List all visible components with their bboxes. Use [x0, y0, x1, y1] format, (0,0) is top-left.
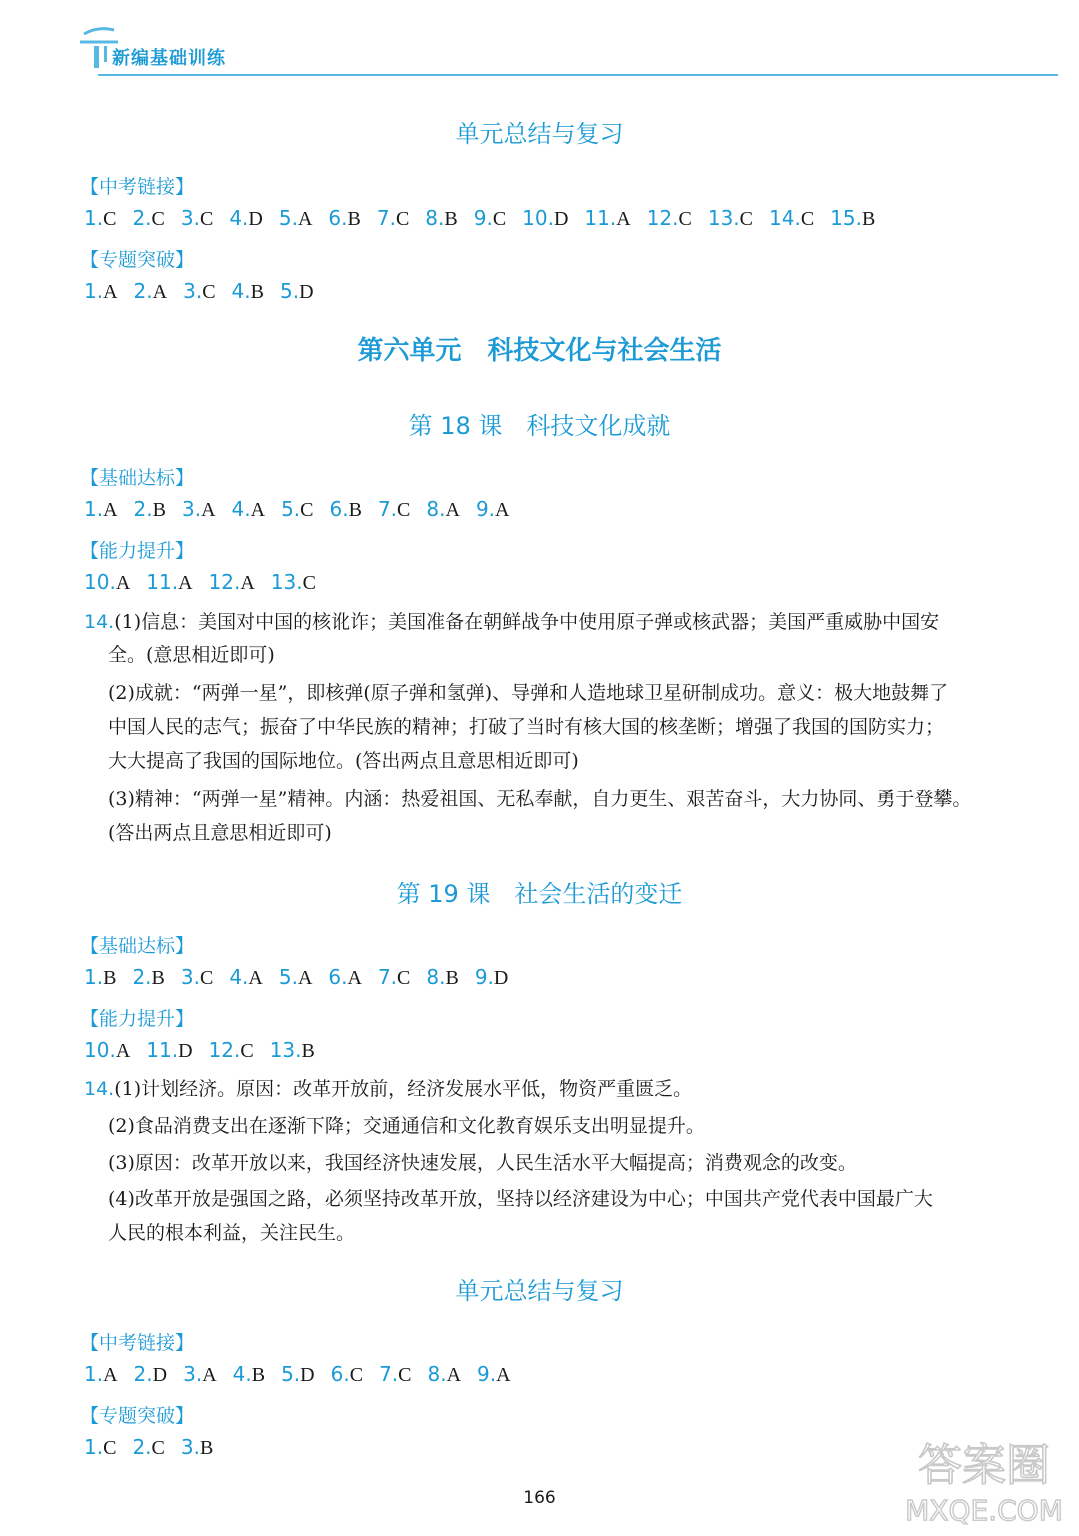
- l19-q14-line-5: 人民的根本利益，关注民生。: [108, 1222, 356, 1244]
- answer-number: 4.: [229, 965, 249, 989]
- answer-number: 2.: [133, 497, 153, 521]
- answer-item: [146, 1038, 192, 1063]
- answer-letter: B: [301, 1040, 315, 1062]
- answer-letter: C: [739, 208, 753, 230]
- answer-item: [378, 965, 410, 990]
- l19-s1-answers: [84, 965, 524, 990]
- answer-item: [181, 1435, 213, 1460]
- answer-item: [331, 1362, 363, 1387]
- answer-letter: C: [397, 967, 411, 989]
- answer-number: 1.: [84, 965, 104, 989]
- answer-item: [232, 279, 264, 304]
- answer-letter: C: [199, 967, 214, 989]
- watermark-bottom: MXQE.COM: [905, 1494, 1063, 1527]
- answer-number: 1.: [84, 497, 104, 521]
- answer-item: [425, 206, 457, 231]
- answer-item: [426, 497, 460, 522]
- answer-letter: A: [240, 572, 255, 594]
- answer-number: 3.: [181, 497, 202, 521]
- answer-number: 8.: [426, 965, 446, 989]
- l19-title: 第 19 课 社会生活的变迁: [396, 880, 683, 908]
- answer-number: 11.: [146, 1038, 179, 1062]
- answer-item: [181, 206, 213, 231]
- answer-letter: C: [103, 208, 117, 230]
- answer-number: 7.: [376, 206, 396, 230]
- l18-q14-line-7: (答出两点且意思相近即可): [108, 822, 332, 844]
- answer-item: [134, 279, 168, 304]
- answer-letter: B: [445, 967, 459, 989]
- answer-letter: C: [395, 208, 410, 230]
- answer-number: 14.: [769, 206, 801, 230]
- b2-s1-label: 【中考链接】: [80, 1332, 195, 1354]
- answer-number: 2.: [133, 279, 153, 303]
- answer-letter: B: [151, 967, 165, 989]
- answer-number: 4.: [231, 497, 251, 521]
- answer-letter: A: [347, 967, 362, 989]
- answer-item: [830, 206, 875, 231]
- answer-item: [377, 206, 409, 231]
- l18-q14-line-4: 中国人民的志气；振奋了中华民族的精神；打破了当时有核大国的核垄断；增强了我国的国防实力；: [108, 716, 945, 738]
- l19-q14-line-2: (2)食品消费支出在逐渐下降；交通通信和文化教育娱乐支出明显提升。: [108, 1115, 705, 1137]
- answer-letter: B: [348, 499, 362, 521]
- answer-letter: C: [151, 208, 165, 230]
- answer-item: [134, 497, 166, 522]
- answer-letter: D: [300, 1364, 315, 1386]
- answer-item: [134, 1362, 168, 1387]
- answer-item: [146, 570, 192, 595]
- b2-s2-answers: [84, 1435, 229, 1460]
- answer-number: 6.: [328, 965, 348, 989]
- answer-letter: D: [553, 208, 569, 230]
- header-brand: 新编基础训练: [112, 48, 226, 69]
- answer-number: 4.: [229, 206, 249, 230]
- answer-item: [209, 570, 255, 595]
- answer-letter: C: [349, 1364, 364, 1386]
- answer-number: 3.: [180, 965, 200, 989]
- answer-item: [233, 1362, 265, 1387]
- answer-letter: C: [151, 1437, 165, 1459]
- answer-letter: A: [496, 1364, 511, 1386]
- answer-number: 4.: [231, 279, 251, 303]
- answer-item: [132, 1435, 164, 1460]
- answer-letter: A: [297, 967, 313, 989]
- answer-item: [475, 965, 509, 990]
- answer-number: 6.: [329, 497, 349, 521]
- answer-item: [477, 1362, 511, 1387]
- answer-item: [84, 279, 118, 304]
- answer-number: 5.: [281, 497, 301, 521]
- answer-letter: C: [302, 572, 316, 594]
- l19-s1-label: 【基础达标】: [80, 935, 195, 957]
- answer-letter: A: [115, 1040, 131, 1062]
- unit6-title: 第六单元 科技文化与社会生活: [357, 336, 722, 366]
- answer-number: 8.: [426, 497, 446, 521]
- answer-item: [708, 206, 753, 231]
- answer-item: [379, 1362, 411, 1387]
- answer-item: [271, 570, 316, 595]
- answer-number: 13.: [707, 206, 740, 230]
- answer-letter: B: [444, 208, 458, 230]
- answer-item: [270, 1038, 315, 1063]
- answer-item: [229, 965, 263, 990]
- answer-item: [229, 206, 263, 231]
- l19-q14-line-1: 14.(1)计划经济。原因：改革开放前，经济发展水平低，物资严重匮乏。: [84, 1078, 693, 1100]
- answer-number: 10.: [84, 1038, 116, 1062]
- answer-letter: B: [861, 208, 876, 230]
- answer-item: [279, 206, 313, 231]
- b2-s2-label: 【专题突破】: [80, 1405, 195, 1427]
- l18-s1-label: 【基础达标】: [80, 467, 195, 489]
- answer-letter: A: [103, 499, 118, 521]
- answer-letter: A: [115, 572, 131, 594]
- l18-q14-line-2: 全。(意思相近即可): [108, 644, 275, 666]
- answer-number: 6.: [330, 1362, 350, 1386]
- b2-s1-answers: [84, 1362, 527, 1387]
- b1-s1-answers: [84, 206, 891, 231]
- answer-item: [84, 1038, 130, 1063]
- l18-q14-line-1: 14.(1)信息：美国对中国的核讹诈；美国准备在朝鲜战争中使用原子弹或核武器；美国严重威胁中国安: [84, 611, 940, 633]
- answer-number: 9.: [473, 206, 493, 230]
- answer-letter: D: [152, 1364, 168, 1386]
- answer-item: [522, 206, 568, 231]
- answer-item: [474, 206, 506, 231]
- answer-item: [281, 497, 313, 522]
- answer-letter: C: [678, 208, 692, 230]
- answer-letter: A: [445, 499, 460, 521]
- answer-letter: A: [152, 281, 168, 303]
- l18-q14-line-6: (3)精神：“两弹一星”精神。内涵：热爱祖国、无私奉献，自力更生、艰苦奋斗，大力协同、勇于登攀。: [108, 788, 972, 810]
- answer-item: [280, 279, 314, 304]
- answer-number: 1.: [84, 1362, 104, 1386]
- l18-s2-answers: [84, 570, 332, 595]
- answer-number: 12.: [208, 570, 241, 594]
- answer-item: [584, 206, 630, 231]
- answer-letter: C: [240, 1040, 254, 1062]
- b2-title: 单元总结与复习: [455, 1277, 624, 1305]
- l19-q14-line-3: (3)原因：改革开放以来，我国经济快速发展，人民生活水平大幅提高；消费观念的改变。: [108, 1152, 857, 1174]
- answer-number: 11.: [146, 570, 179, 594]
- answer-item: [232, 497, 266, 522]
- answer-item: [647, 206, 692, 231]
- answer-number: 6.: [328, 206, 348, 230]
- answer-number: 5.: [279, 279, 300, 303]
- answer-item: [132, 206, 164, 231]
- answer-item: [84, 1362, 118, 1387]
- answer-letter: A: [297, 208, 313, 230]
- answer-number: 13.: [270, 570, 303, 594]
- answer-number: 3.: [180, 1435, 200, 1459]
- answer-number: 9.: [474, 965, 494, 989]
- answer-letter: B: [152, 499, 166, 521]
- answer-letter: A: [202, 1364, 217, 1386]
- l18-q14-line-5: 大大提高了我国的国际地位。(答出两点且意思相近即可): [108, 750, 579, 772]
- l19-s2-label: 【能力提升】: [80, 1008, 195, 1030]
- answer-item: [183, 1362, 217, 1387]
- answer-number: 7.: [377, 965, 398, 989]
- answer-number: 3.: [183, 1362, 203, 1386]
- answer-item: [428, 1362, 462, 1387]
- l19-q14-line-4: (4)改革开放是强国之路，必须坚持改革开放，坚持以经济建设为中心；中国共产党代表中国最广大: [108, 1188, 933, 1210]
- answer-letter: A: [250, 499, 266, 521]
- answer-item: [181, 965, 213, 990]
- answer-number: 2.: [132, 206, 152, 230]
- answer-number: 8.: [425, 206, 445, 230]
- answer-item: [476, 497, 510, 522]
- answer-item: [378, 497, 410, 522]
- l18-s1-answers: [84, 497, 525, 522]
- watermark-logo: [898, 1428, 1070, 1528]
- answer-letter: A: [103, 1364, 118, 1386]
- answer-letter: C: [398, 1364, 412, 1386]
- answer-letter: A: [178, 572, 193, 594]
- answer-item: [330, 497, 362, 522]
- l18-title: 第 18 课 科技文化成就: [408, 412, 671, 440]
- answer-number: 1.: [84, 1435, 104, 1459]
- answer-item: [84, 497, 118, 522]
- answer-letter: C: [202, 281, 216, 303]
- answer-number: 5.: [278, 965, 298, 989]
- answer-item: [132, 965, 164, 990]
- b1-title: 单元总结与复习: [455, 120, 624, 148]
- answer-item: [281, 1362, 315, 1387]
- answer-number: 12.: [208, 1038, 241, 1062]
- b1-s1-label: 【中考链接】: [80, 176, 195, 198]
- answer-letter: C: [103, 1437, 117, 1459]
- l18-s2-label: 【能力提升】: [80, 540, 195, 562]
- answer-letter: B: [251, 1364, 266, 1386]
- answer-number: 12.: [646, 206, 679, 230]
- header-divider: [98, 74, 1058, 76]
- b1-s2-label: 【专题突破】: [80, 249, 195, 271]
- answer-number: 8.: [427, 1362, 447, 1386]
- answer-number: 1.: [84, 279, 104, 303]
- answer-letter: A: [495, 499, 510, 521]
- answer-number: 10.: [84, 570, 116, 594]
- watermark-top: 答案圈: [918, 1440, 1050, 1491]
- answer-item: [328, 965, 362, 990]
- answer-item: [769, 206, 814, 231]
- page-number: 166: [523, 1488, 556, 1508]
- answer-letter: C: [492, 208, 507, 230]
- answer-number: 3.: [183, 279, 203, 303]
- answer-item: [328, 206, 360, 231]
- answer-number: 1.: [84, 206, 104, 230]
- answer-number: 10.: [522, 206, 554, 230]
- answer-letter: B: [250, 281, 264, 303]
- answer-letter: B: [103, 967, 117, 989]
- answer-item: [84, 1435, 116, 1460]
- answer-letter: C: [300, 499, 314, 521]
- answer-item: [182, 497, 216, 522]
- answer-letter: D: [493, 967, 509, 989]
- answer-item: [183, 279, 215, 304]
- answer-number: 2.: [132, 1435, 152, 1459]
- answer-number: 11.: [584, 206, 617, 230]
- answer-number: 3.: [180, 206, 200, 230]
- answer-letter: C: [800, 208, 815, 230]
- b1-s2-answers: [84, 279, 330, 304]
- answer-number: 5.: [281, 1362, 301, 1386]
- answer-letter: B: [199, 1437, 214, 1459]
- answer-number: 7.: [379, 1362, 399, 1386]
- answer-item: [209, 1038, 254, 1063]
- answer-letter: A: [446, 1364, 462, 1386]
- answer-number: 5.: [278, 206, 298, 230]
- answer-item: [84, 965, 116, 990]
- answer-letter: D: [248, 208, 263, 230]
- answer-number: 4.: [232, 1362, 252, 1386]
- answer-letter: C: [397, 499, 411, 521]
- l19-s2-answers: [84, 1038, 331, 1063]
- answer-number: 15.: [830, 206, 862, 230]
- answer-letter: A: [201, 499, 216, 521]
- answer-letter: A: [103, 281, 118, 303]
- answer-letter: D: [178, 1040, 193, 1062]
- answer-letter: A: [616, 208, 631, 230]
- l18-q14-line-3: (2)成就：“两弹一星”，即核弹(原子弹和氢弹)、导弹和人造地球卫星研制成功。意义：极大地鼓舞了: [108, 682, 949, 704]
- answer-number: 9.: [477, 1362, 497, 1386]
- answer-number: 2.: [133, 1362, 153, 1386]
- answer-number: 13.: [269, 1038, 302, 1062]
- answer-letter: A: [248, 967, 263, 989]
- answer-item: [426, 965, 458, 990]
- answer-number: 7.: [377, 497, 398, 521]
- answer-number: 2.: [132, 965, 152, 989]
- answer-item: [84, 570, 130, 595]
- answer-letter: B: [347, 208, 361, 230]
- answer-item: [84, 206, 116, 231]
- answer-letter: D: [299, 281, 314, 303]
- answer-item: [279, 965, 313, 990]
- answer-number: 9.: [475, 497, 496, 521]
- answer-letter: C: [199, 208, 214, 230]
